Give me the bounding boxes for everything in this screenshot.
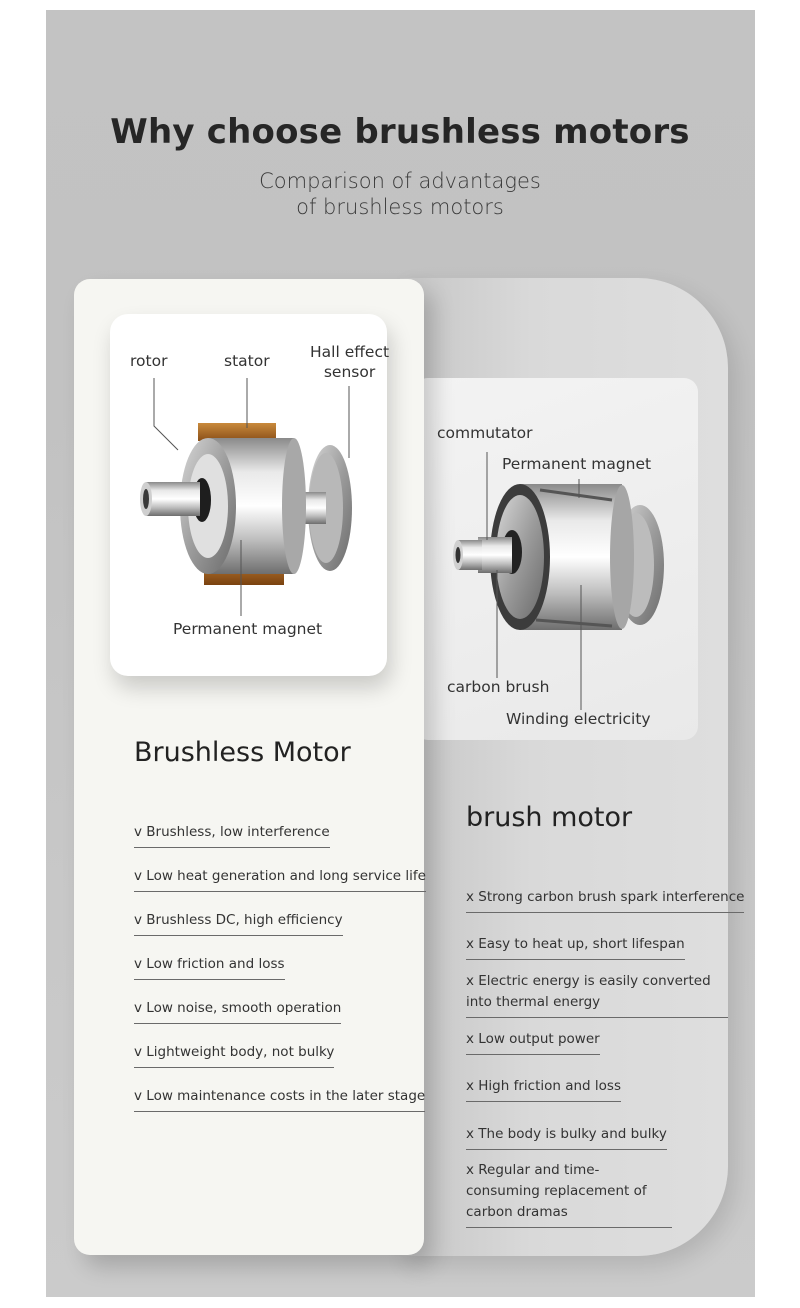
brushless-feature-3: v Brushless DC, high efficiency: [134, 910, 343, 936]
subtitle-line-2: of brushless motors: [296, 195, 504, 219]
subtitle-line-1: Comparison of advantages: [259, 169, 541, 193]
winding-electricity-label: Winding electricity: [506, 710, 651, 728]
brush-feature-4: x Low output power: [466, 1029, 600, 1055]
brushless-motor-drawing: [140, 423, 352, 585]
stator-label: stator: [224, 352, 270, 370]
commutator: [478, 537, 512, 573]
brush-feature-5: x High friction and loss: [466, 1076, 621, 1102]
brush-feature-3: x Electric energy is easily converted into thermal energy: [466, 971, 728, 1018]
brush-section-title: brush motor: [466, 802, 633, 833]
hall-sensor-label-line-1: Hall effect: [310, 343, 390, 361]
brushless-feature-1: v Brushless, low interference: [134, 822, 330, 848]
rotor-label: rotor: [130, 352, 168, 370]
brushless-feature-5: v Low noise, smooth operation: [134, 998, 341, 1024]
brushless-feature-4: v Low friction and loss: [134, 954, 285, 980]
brush-motor-drawing: [453, 484, 664, 630]
brush-feature-2: x Easy to heat up, short lifespan: [466, 934, 685, 960]
hall-sensor-label: [310, 342, 389, 382]
brushless-section-title: Brushless Motor: [134, 737, 351, 768]
brushless-feature-2: v Low heat generation and long service life: [134, 866, 426, 892]
brush-feature-6: x The body is bulky and bulky: [466, 1124, 667, 1150]
permanent-magnet-label: Permanent magnet: [173, 620, 323, 638]
shaft: [146, 482, 200, 516]
brush-feature-1: x Strong carbon brush spark interference: [466, 887, 744, 913]
brush-feature-7: x Regular and time-consuming replacement of carbon dramas: [466, 1160, 672, 1228]
commutator-label: commutator: [437, 424, 533, 442]
page-title: Why choose brushless motors: [110, 112, 690, 152]
carbon-brush-label: carbon brush: [447, 678, 550, 696]
brush-permanent-magnet-label: Permanent magnet: [502, 455, 652, 473]
hall-sensor-label-line-2: sensor: [323, 363, 376, 381]
brushless-feature-6: v Lightweight body, not bulky: [134, 1042, 334, 1068]
brushless-feature-7: v Low maintenance costs in the later stage: [134, 1086, 425, 1112]
